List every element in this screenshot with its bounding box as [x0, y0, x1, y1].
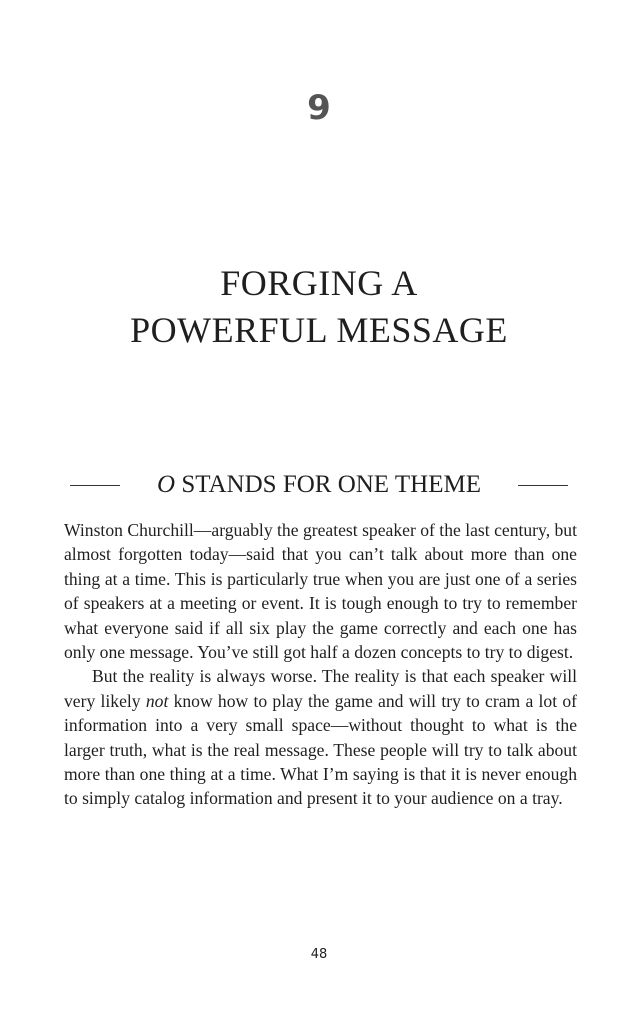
chapter-title-line-1: FORGING A [220, 263, 418, 303]
chapter-title-line-2: POWERFUL MESSAGE [130, 310, 508, 350]
chapter-title [0, 260, 638, 354]
section-heading-letter: O [157, 471, 176, 498]
heading-rule-right [518, 485, 568, 486]
section-heading [70, 468, 568, 502]
paragraph-2-before: But the reality is always worse. The reality is that each speaker will very likely [64, 666, 577, 711]
body-text [64, 518, 577, 811]
heading-rule-left [70, 485, 120, 486]
paragraph-2-emphasis: not [145, 690, 169, 711]
page-number: 48 [310, 947, 328, 962]
section-heading-text [157, 471, 481, 499]
paragraph-1: Winston Churchill—arguably the greatest speaker of the last century, but almost forgotten today—said that you can’t talk about more than one thing at a time. This is particularly true when you are just one of a series of speakers at a meeting or event. It is tough enough to try to remember what everyone said if all six play the game correctly and each one has only one message. You’ve still got half a dozen concepts to try to digest. [64, 520, 577, 663]
paragraph-2 [64, 664, 577, 810]
paragraph-2-after: know how to play the game and will try to cram a lot of information into a very small space—without thought to what is the larger truth, what is the real message. These people will try to talk about more than one thing at a time. What I’m saying is that it is never enough to simply catalog information and present it to your audience on a tray. [64, 690, 577, 809]
section-heading-rest: STANDS FOR ONE THEME [181, 471, 481, 498]
chapter-number: 9 [307, 88, 331, 128]
